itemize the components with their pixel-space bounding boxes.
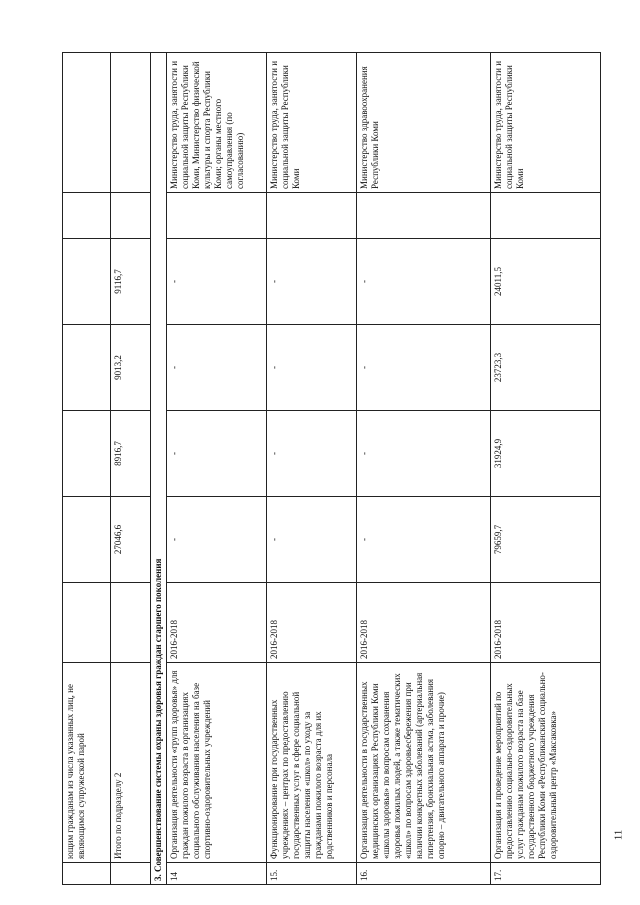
row-responsible: Министерство труда, занятости и социальной защиты Республики Коми bbox=[491, 53, 601, 193]
row-period: 2016-2018 bbox=[357, 583, 491, 663]
top-row-text: ющим гражданам из числа указанных лиц, не являющимся супружеской парой bbox=[63, 663, 111, 863]
program-table bbox=[62, 52, 601, 885]
row-value: - bbox=[167, 497, 267, 583]
row-number: 17. bbox=[491, 863, 601, 885]
row-value: - bbox=[267, 325, 357, 411]
subtotal-value-3: 9116,7 bbox=[111, 239, 151, 325]
table-row-top bbox=[63, 53, 111, 885]
row-responsible: Министерство труда, занятости и социальной защиты Республики Коми bbox=[267, 53, 357, 193]
row-number: 14 bbox=[167, 863, 267, 885]
row-value: 79659,7 bbox=[491, 497, 601, 583]
row-text: Организация деятельности в государственных медицинских организациях Республики Коми «школы здоровья» по вопросам сохранения здоровья пожилых людей, а также тематических «школ» по вопросам здоровьесбережения при наличии конкретных заболеваний (артериальная гипертензия, бронхиальная астма, заболевания опорно – двигательного аппарата и прочие) bbox=[357, 663, 491, 863]
subtotal-value-2: 9013,2 bbox=[111, 325, 151, 411]
row-text: Организация и проведение мероприятий по предоставлению социально-оздоровительных услуг гражданам пожилого возраста на базе государственного бюджетного учреждения Республики Коми «Республиканский социально-оздоровительный центр «Максаковка» bbox=[491, 663, 601, 863]
subtotal-label: Итого по подразделу 2 bbox=[111, 663, 151, 863]
row-period: 2016-2018 bbox=[267, 583, 357, 663]
row-number: 15. bbox=[267, 863, 357, 885]
row-period: 2016-2018 bbox=[491, 583, 601, 663]
row-value: - bbox=[167, 325, 267, 411]
row-value: - bbox=[357, 411, 491, 497]
subtotal-value-0: 27046,6 bbox=[111, 497, 151, 583]
row-period: 2016-2018 bbox=[167, 583, 267, 663]
page-number: 11 bbox=[612, 829, 625, 841]
table-row-subtotal bbox=[111, 53, 151, 885]
row-value: - bbox=[267, 497, 357, 583]
row-value: 24011,5 bbox=[491, 239, 601, 325]
table-row bbox=[267, 53, 357, 885]
row-value: - bbox=[267, 411, 357, 497]
row-number: 16. bbox=[357, 863, 491, 885]
row-value: - bbox=[167, 239, 267, 325]
table-row bbox=[167, 53, 267, 885]
section-header-row bbox=[151, 53, 167, 885]
row-responsible: Министерство здравоохранения Республики Коми bbox=[357, 53, 491, 193]
row-text: Функционирование при государственных учреждениях – центрах по предоставлению государственных услуг в сфере социальной защиты населения «школ» по уходу за гражданами пожилого возраста для их родственников и персонала bbox=[267, 663, 357, 863]
row-value: - bbox=[357, 325, 491, 411]
row-value: - bbox=[357, 497, 491, 583]
row-responsible: Министерство труда, занятости и социальной защиты Республики Коми, Министерство физической культуры и спорта Республики Коми; органы местного самоуправления (по согласованию) bbox=[167, 53, 267, 193]
row-text: Организация деятельности «групп здоровья» для граждан пожилого возраста в организациях социального обслуживания населения на базе спортивно-оздоровительных учреждений bbox=[167, 663, 267, 863]
table-row bbox=[491, 53, 601, 885]
subtotal-value-1: 8916,7 bbox=[111, 411, 151, 497]
row-value: 23723,3 bbox=[491, 325, 601, 411]
row-value: 31924,9 bbox=[491, 411, 601, 497]
row-value: - bbox=[357, 239, 491, 325]
row-value: - bbox=[167, 411, 267, 497]
cell-empty bbox=[63, 863, 111, 885]
table-row bbox=[357, 53, 491, 885]
section-title: 3. Совершенствование системы охраны здоровья граждан старшего поколения bbox=[151, 53, 167, 885]
row-value: - bbox=[267, 239, 357, 325]
